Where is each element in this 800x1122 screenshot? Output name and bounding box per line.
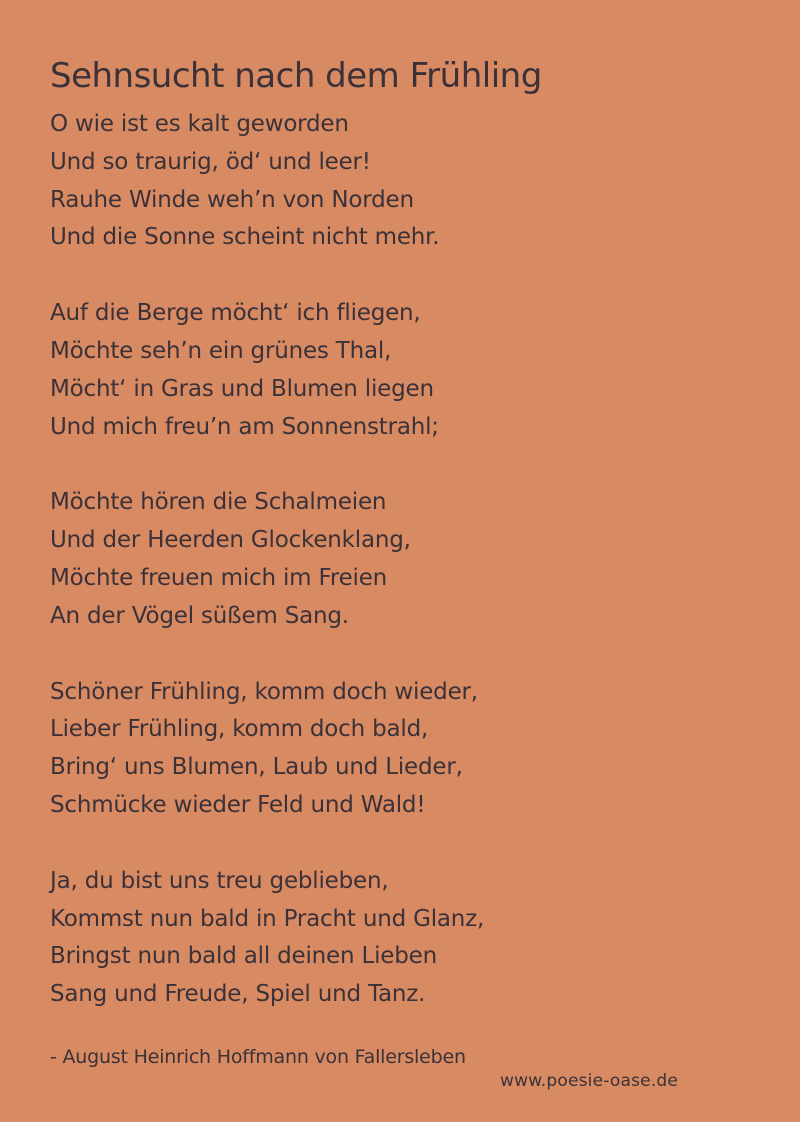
poem-line: Bringst nun bald all deinen Lieben <box>50 943 437 970</box>
poem-line: Lieber Frühling, komm doch bald, <box>50 716 429 743</box>
poem-line: Bring‘ uns Blumen, Laub und Lieder, <box>50 754 463 781</box>
poem-line: Ja, du bist uns treu geblieben, <box>50 867 389 894</box>
poem-line: Kommst nun bald in Pracht und Glanz, <box>50 905 485 932</box>
poem-line: Möchte seh’n ein grünes Thal, <box>50 337 392 364</box>
poem-line: Und die Sonne scheint nicht mehr. <box>50 224 440 251</box>
poem-line: Sang und Freude, Spiel und Tanz. <box>50 981 426 1008</box>
poem-line: Schmücke wieder Feld und Wald! <box>50 791 426 818</box>
stanza-2 <box>50 295 760 446</box>
poem-line: Und der Heerden Glockenklang, <box>50 527 411 554</box>
poem-line: Möcht‘ in Gras und Blumen liegen <box>50 375 434 402</box>
poem-line: An der Vögel süßem Sang. <box>50 602 349 629</box>
poem-page <box>50 52 760 1052</box>
poem-line: Auf die Berge möcht‘ ich fliegen, <box>50 300 421 327</box>
stanza-4 <box>50 674 760 825</box>
stanza-3 <box>50 484 760 635</box>
stanza-5 <box>50 863 760 1014</box>
poem-title: Sehnsucht nach dem Frühling <box>50 56 542 96</box>
poem-line: O wie ist es kalt geworden <box>50 111 349 137</box>
poem-line: Möchte hören die Schalmeien <box>50 489 387 516</box>
poem-line: Und so traurig, öd‘ und leer! <box>50 148 371 175</box>
stanza-1 <box>50 106 760 257</box>
website-credit: www.poesie-oase.de <box>500 1071 679 1091</box>
poem-line: Schöner Frühling, komm doch wieder, <box>50 678 478 705</box>
poem-line: Und mich freu’n am Sonnenstrahl; <box>50 413 439 440</box>
poem-author: - August Heinrich Hoffmann von Fallersleben <box>50 1046 466 1068</box>
poem-line: Rauhe Winde weh’n von Norden <box>50 186 414 213</box>
poem-line: Möchte freuen mich im Freien <box>50 564 388 591</box>
